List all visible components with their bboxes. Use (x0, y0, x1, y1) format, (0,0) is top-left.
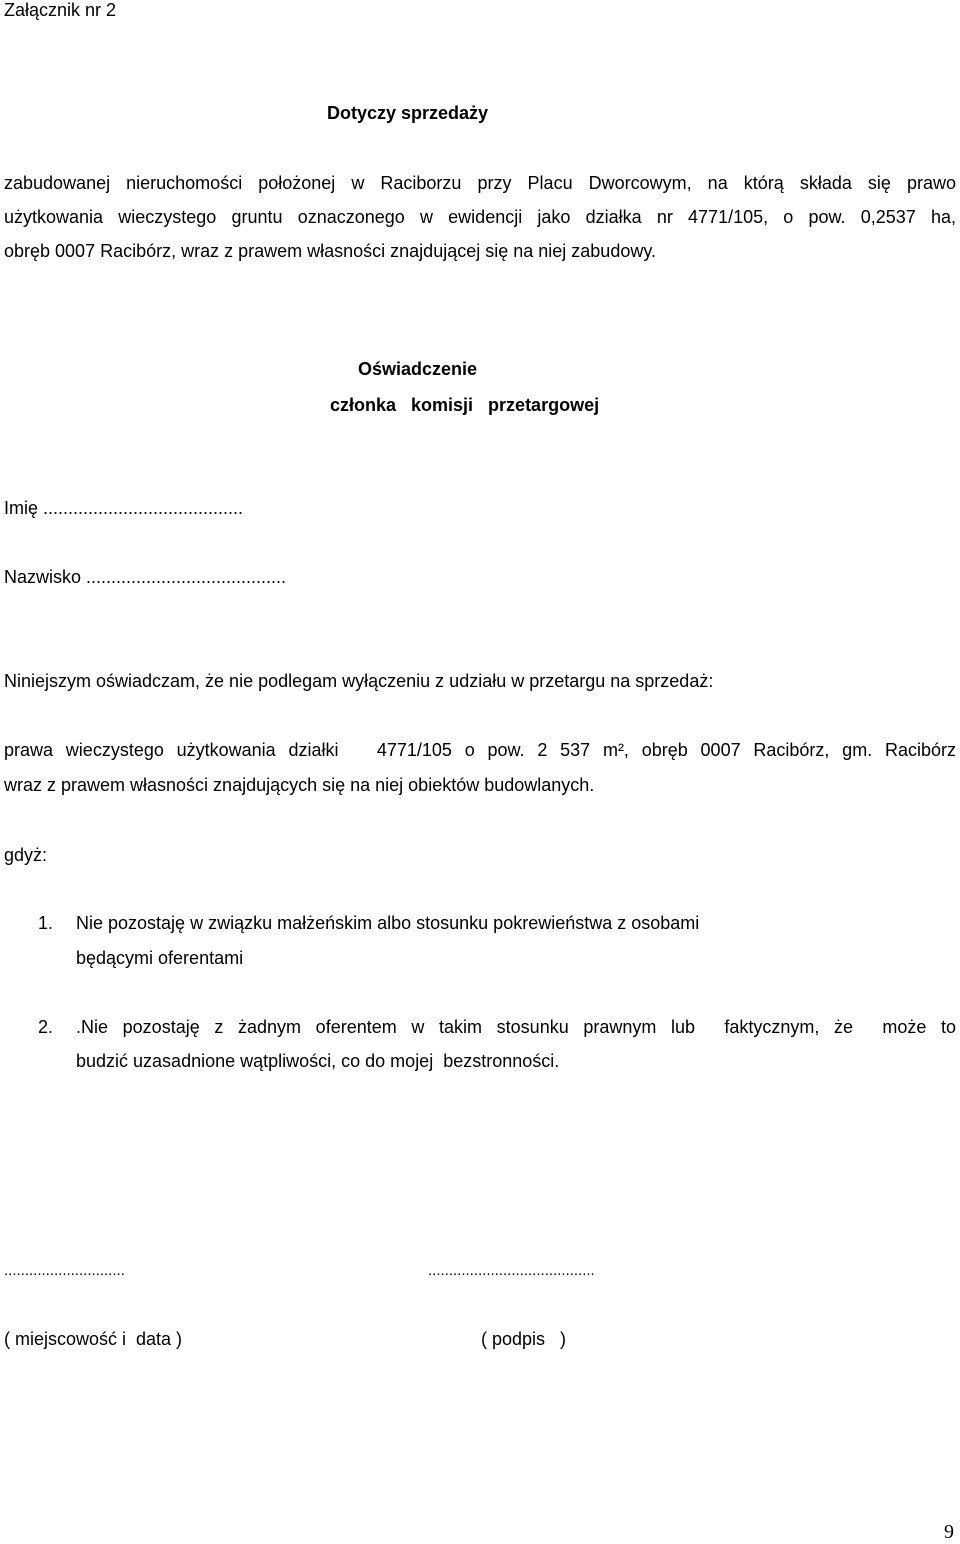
last-name-field: Nazwisko ........................................ (4, 567, 287, 587)
subject-line-2: użytkowania wieczystego gruntu oznaczonego w ewidencji jako działka nr 4771/105, o pow. 0,2537 ha, (4, 207, 956, 227)
item-1-number: 1. (38, 913, 54, 933)
declaration-subtitle: członka komisji przetargowej (330, 395, 600, 415)
because-label: gdyż: (4, 845, 48, 865)
item-1-line-2: będącymi oferentami (76, 948, 244, 968)
first-name-field: Imię ........................................ (4, 498, 244, 518)
place-date-label: ( miejscowość i data ) (4, 1329, 183, 1349)
statement-object-line-1: prawa wieczystego użytkowania działki 4771/105 o pow. 2 537 m², obręb 0007 Racibórz, gm. Racibórz (4, 740, 956, 760)
subject-line-1: zabudowanej nieruchomości położonej w Raciborzu przy Placu Dworcowym, na którą składa się prawo (4, 173, 956, 193)
statement-intro: Niniejszym oświadczam, że nie podlegam wyłączeniu z udziału w przetargu na sprzedaż: (4, 671, 714, 691)
statement-object-line-2: wraz z prawem własności znajdujących się na niej obiektów budowlanych. (4, 775, 595, 795)
item-1-line-1: Nie pozostaję w związku małżeńskim albo stosunku pokrewieństwa z osobami (76, 913, 700, 933)
item-2-line-1: .Nie pozostaję z żadnym oferentem w takim stosunku prawnym lub faktycznym, że może to (76, 1017, 956, 1037)
declaration-title: Oświadczenie (358, 359, 478, 379)
subject-title: Dotyczy sprzedaży (327, 103, 489, 123)
page-number: 9 (944, 1521, 954, 1543)
item-2-number: 2. (38, 1017, 54, 1037)
attachment-label: Załącznik nr 2 (4, 0, 117, 20)
subject-line-3: obręb 0007 Racibórz, wraz z prawem własności znajdującej się na niej zabudowy. (4, 241, 656, 261)
item-2-line-2: budzić uzasadnione wątpliwości, co do mojej bezstronności. (76, 1051, 560, 1071)
place-date-dotted-line: ............................. (4, 1262, 125, 1279)
signature-dotted-line: ........................................ (428, 1262, 595, 1279)
signature-label: ( podpis ) (481, 1329, 567, 1349)
